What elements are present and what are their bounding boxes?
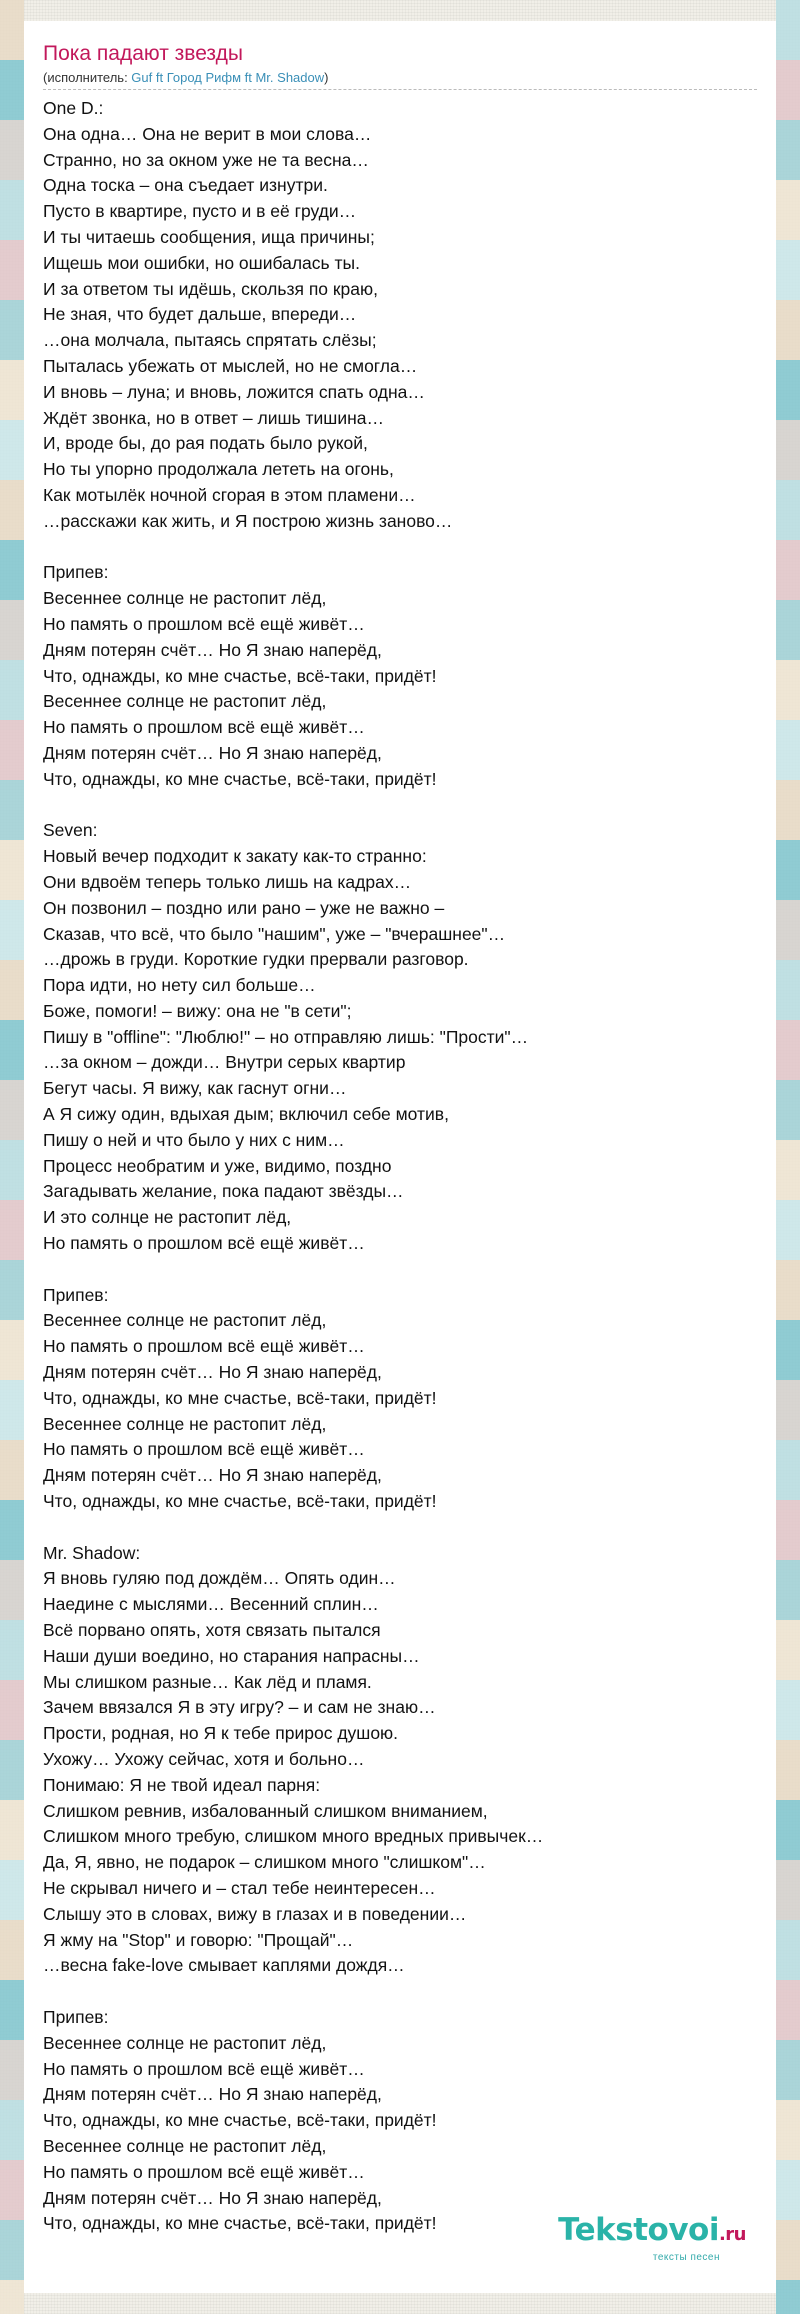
lyric-line: Пора идти, но нету сил больше… <box>43 975 316 996</box>
stripe-segment <box>776 1740 800 1800</box>
stripe-segment <box>0 2280 24 2314</box>
lyric-line: Но память о прошлом всё ещё живёт… <box>43 1336 365 1357</box>
stripe-segment <box>0 1080 24 1140</box>
lyric-line: …весна fake-love смывает каплями дождя… <box>43 1955 405 1976</box>
stripe-segment <box>776 1080 800 1140</box>
lyric-line: Бегут часы. Я вижу, как гаснут огни… <box>43 1078 347 1099</box>
lyric-line: Весеннее солнце не растопит лёд, <box>43 2032 327 2053</box>
lyric-line: И это солнце не растопит лёд, <box>43 1207 292 1228</box>
lyric-line: Новый вечер подходит к закату как-то странно: <box>43 846 427 867</box>
lyric-line: Припев: <box>43 562 109 583</box>
stanza-gap <box>43 793 776 819</box>
lyric-line: Весеннее солнце не растопит лёд, <box>43 1310 327 1331</box>
performer-prefix: (исполнитель: <box>43 70 132 85</box>
stripe-segment <box>776 1200 800 1260</box>
stripe-segment <box>0 900 24 960</box>
stripe-segment <box>0 1020 24 1080</box>
lyric-line: Одна тоска – она съедает изнутри. <box>43 175 328 196</box>
lyric-line: …за окном – дожди… Внутри серых квартир <box>43 1052 406 1073</box>
lyric-line: Весеннее солнце не растопит лёд, <box>43 1413 327 1434</box>
lyric-line: Весеннее солнце не растопит лёд, <box>43 588 327 609</box>
lyric-line: Ждёт звонка, но в ответ – лишь тишина… <box>43 407 385 428</box>
lyric-line: Пишу о ней и что было у них с ним… <box>43 1129 345 1150</box>
stanza-gap <box>43 1515 776 1541</box>
site-logo[interactable] <box>558 2213 746 2263</box>
lyric-line: Ухожу… Ухожу сейчас, хотя и больно… <box>43 1749 365 1769</box>
stripe-segment <box>0 960 24 1020</box>
lyric-line: Да, Я, явно, не подарок – слишком много "слишком"… <box>43 1852 486 1873</box>
stripe-segment <box>776 420 800 480</box>
stripe-segment <box>776 240 800 300</box>
stanza-gap <box>43 535 776 561</box>
stripe-segment <box>776 1920 800 1980</box>
lyric-line: Весеннее солнце не растопит лёд, <box>43 691 327 712</box>
stripe-segment <box>776 1980 800 2040</box>
lyric-line: Но память о прошлом всё ещё живёт… <box>43 613 365 634</box>
stripe-segment <box>0 2040 24 2100</box>
lyric-line: Что, однажды, ко мне счастье, всё-таки, придёт! <box>43 768 437 789</box>
lyric-line: Сказав, что всё, что было "нашим", уже – "вчерашнее"… <box>43 923 506 944</box>
lyric-line: Всё порвано опять, хотя связать пытался <box>43 1620 381 1641</box>
stripe-segment <box>776 2100 800 2160</box>
stripe-segment <box>776 1860 800 1920</box>
stripe-segment <box>776 780 800 840</box>
lyric-line: Припев: <box>43 2006 109 2027</box>
stripe-segment <box>0 1680 24 1740</box>
lyric-line: И вновь – луна; и вновь, ложится спать одна… <box>43 381 425 402</box>
lyric-line: И ты читаешь сообщения, ища причины; <box>43 226 375 247</box>
lyric-line: Пишу в "offline": "Люблю!" – но отправляю лишь: "Прости"… <box>43 1026 529 1047</box>
stripe-segment <box>0 300 24 360</box>
lyric-line: Странно, но за окном уже не та весна… <box>43 149 369 170</box>
stripe-segment <box>0 120 24 180</box>
lyric-line: Что, однажды, ко мне счастье, всё-таки, придёт! <box>43 2110 437 2131</box>
lyric-line: Припев: <box>43 1284 109 1305</box>
stripe-segment <box>776 2040 800 2100</box>
lyric-line: Не зная, что будет дальше, впереди… <box>43 304 357 325</box>
song-title: Пока падают звезды <box>43 42 243 65</box>
lyric-line: Но память о прошлом всё ещё живёт… <box>43 2058 365 2079</box>
stripe-segment <box>0 660 24 720</box>
lyric-line: Слышу это в словах, вижу в глазах и в поведении… <box>43 1903 467 1924</box>
stripe-segment <box>776 600 800 660</box>
stripe-segment <box>776 1020 800 1080</box>
lyric-line: Понимаю: Я не твой идеал парня: <box>43 1774 321 1795</box>
lyric-line: Дням потерян счёт… Но Я знаю наперёд, <box>43 1465 382 1486</box>
stripe-segment <box>776 2280 800 2314</box>
lyric-line: Весеннее солнце не растопит лёд, <box>43 2135 327 2156</box>
stripe-segment <box>776 1800 800 1860</box>
stripe-segment <box>776 900 800 960</box>
stripe-segment <box>0 1740 24 1800</box>
stripe-segment <box>0 1140 24 1200</box>
lyric-line: Мы слишком разные… Как лёд и пламя. <box>43 1671 372 1692</box>
lyric-line: Слишком много требую, слишком много вредных привычек… <box>43 1826 544 1847</box>
lyric-line: И, вроде бы, до рая подать было рукой, <box>43 433 368 454</box>
stripe-segment <box>0 2160 24 2220</box>
lyric-line: Наши души воедино, но старания напрасны… <box>43 1645 420 1666</box>
artists-link[interactable]: Guf ft Город Рифм ft Mr. Shadow <box>131 70 325 85</box>
lyric-line: Дням потерян счёт… Но Я знаю наперёд, <box>43 1362 382 1383</box>
lyric-line: Что, однажды, ко мне счастье, всё-таки, придёт! <box>43 665 437 686</box>
lyric-line: Но ты упорно продолжала лететь на огонь, <box>43 459 394 480</box>
lyric-line: Дням потерян счёт… Но Я знаю наперёд, <box>43 2084 382 2105</box>
stripe-segment <box>776 2220 800 2280</box>
stripe-segment <box>0 360 24 420</box>
stripe-segment <box>776 2160 800 2220</box>
right-stripe-border <box>776 0 800 2314</box>
logo-tld: .ru <box>718 2224 746 2245</box>
stripe-segment <box>776 1620 800 1680</box>
stripe-segment <box>0 540 24 600</box>
lyric-line: …расскажи как жить, и Я построю жизнь заново… <box>43 510 453 531</box>
stripe-segment <box>776 60 800 120</box>
stripe-segment <box>776 300 800 360</box>
stripe-segment <box>0 1440 24 1500</box>
lyric-line: Но память о прошлом всё ещё живёт… <box>43 1233 365 1254</box>
stripe-segment <box>0 0 24 60</box>
lyric-line: Боже, помоги! – вижу: она не "в сети"; <box>43 1000 352 1021</box>
stripe-segment <box>0 780 24 840</box>
stripe-segment <box>0 2220 24 2280</box>
stanza-gap <box>43 1979 776 2005</box>
stripe-segment <box>0 240 24 300</box>
logo-tagline: тексты песен <box>652 2252 720 2263</box>
stripe-segment <box>0 840 24 900</box>
lyric-line: Наедине с мыслями… Весенний сплин… <box>43 1594 379 1615</box>
lyric-line: Прости, родная, но Я к тебе прирос душою. <box>43 1723 399 1744</box>
lyric-line: Mr. Shadow: <box>43 1542 141 1563</box>
stripe-segment <box>0 1380 24 1440</box>
lyric-line: Seven: <box>43 820 98 841</box>
stripe-segment <box>0 1800 24 1860</box>
lyric-line: Он позвонил – поздно или рано – уже не важно – <box>43 897 445 918</box>
lyric-line: Но память о прошлом всё ещё живёт… <box>43 2161 365 2182</box>
stripe-segment <box>0 1500 24 1560</box>
lyric-line: One D.: <box>43 98 104 118</box>
stripe-segment <box>0 1320 24 1380</box>
logo-brand: Tekstovoi <box>558 2212 719 2248</box>
lyric-line: Загадывать желание, пока падают звёзды… <box>43 1181 404 1202</box>
stripe-segment <box>776 960 800 1020</box>
stripe-segment <box>0 1260 24 1320</box>
stripe-segment <box>776 720 800 780</box>
lyric-line: Они вдвоём теперь только лишь на кадрах… <box>43 871 412 892</box>
stanza-gap <box>43 1257 776 1283</box>
lyric-line: Пусто в квартире, пусто и в её груди… <box>43 201 357 222</box>
stripe-segment <box>0 60 24 120</box>
stripe-segment <box>0 1980 24 2040</box>
performer-suffix: ) <box>324 70 329 85</box>
stripe-segment <box>776 1680 800 1740</box>
lyric-line: Что, однажды, ко мне счастье, всё-таки, придёт! <box>43 2213 437 2234</box>
stripe-segment <box>0 1920 24 1980</box>
lyric-line: Что, однажды, ко мне счастье, всё-таки, придёт! <box>43 1387 437 1408</box>
stripe-segment <box>0 480 24 540</box>
lyric-line: Но память о прошлом всё ещё живёт… <box>43 1439 365 1460</box>
stripe-segment <box>776 540 800 600</box>
left-stripe-border <box>0 0 24 2314</box>
lyric-line: Но память о прошлом всё ещё живёт… <box>43 717 365 738</box>
stripe-segment <box>0 1620 24 1680</box>
stripe-segment <box>0 720 24 780</box>
stripe-segment <box>0 1560 24 1620</box>
lyric-line: Дням потерян счёт… Но Я знаю наперёд, <box>43 742 382 763</box>
stripe-segment <box>776 1140 800 1200</box>
stripe-segment <box>776 360 800 420</box>
stripe-segment <box>776 180 800 240</box>
stripe-segment <box>776 660 800 720</box>
lyric-line: Не скрывал ничего и – стал тебе неинтересен… <box>43 1877 436 1898</box>
lyric-line: Как мотылёк ночной сгорая в этом пламени… <box>43 484 416 505</box>
stripe-segment <box>776 1500 800 1560</box>
lyric-line: Я вновь гуляю под дождём… Опять один… <box>43 1568 396 1589</box>
lyrics-card <box>24 21 776 2293</box>
lyric-line: Ищешь мои ошибки, но ошибалась ты. <box>43 252 360 273</box>
stripe-segment <box>0 2100 24 2160</box>
stripe-segment <box>776 0 800 60</box>
lyric-line: Зачем ввязался Я в эту игру? – и сам не знаю… <box>43 1697 436 1718</box>
lyric-line: …она молчала, пытаясь спрятать слёзы; <box>43 330 377 351</box>
lyric-line: Что, однажды, ко мне счастье, всё-таки, придёт! <box>43 1491 437 1512</box>
lyric-line: Она одна… Она не верит в мои слова… <box>43 123 372 144</box>
stripe-segment <box>776 120 800 180</box>
lyric-line: Слишком ревнив, избалованный слишком вниманием, <box>43 1800 488 1821</box>
stripe-segment <box>776 1560 800 1620</box>
lyric-line: Пыталась убежать от мыслей, но не смогла… <box>43 355 418 376</box>
lyric-line: …дрожь в груди. Короткие гудки прервали разговор. <box>43 949 469 970</box>
lyric-line: Дням потерян счёт… Но Я знаю наперёд, <box>43 639 382 660</box>
stripe-segment <box>776 1320 800 1380</box>
stripe-segment <box>776 1440 800 1500</box>
lyric-line: Я жму на "Stop" и говорю: "Прощай"… <box>43 1929 354 1950</box>
stripe-segment <box>0 600 24 660</box>
stripe-segment <box>776 480 800 540</box>
stripe-segment <box>0 420 24 480</box>
logo-wordmark <box>558 2213 746 2252</box>
lyric-line: Процесс необратим и уже, видимо, поздно <box>43 1155 392 1176</box>
stripe-segment <box>0 1860 24 1920</box>
stripe-segment <box>776 1380 800 1440</box>
performer-line <box>43 69 757 90</box>
stripe-segment <box>0 1200 24 1260</box>
lyric-line: Дням потерян счёт… Но Я знаю наперёд, <box>43 2187 382 2208</box>
stripe-segment <box>776 1260 800 1320</box>
lyric-line: А Я сижу один, вдыхая дым; включил себе мотив, <box>43 1104 449 1125</box>
stripe-segment <box>776 840 800 900</box>
lyric-line: И за ответом ты идёшь, скользя по краю, <box>43 278 378 299</box>
lyrics-body <box>43 96 776 2237</box>
stripe-segment <box>0 180 24 240</box>
